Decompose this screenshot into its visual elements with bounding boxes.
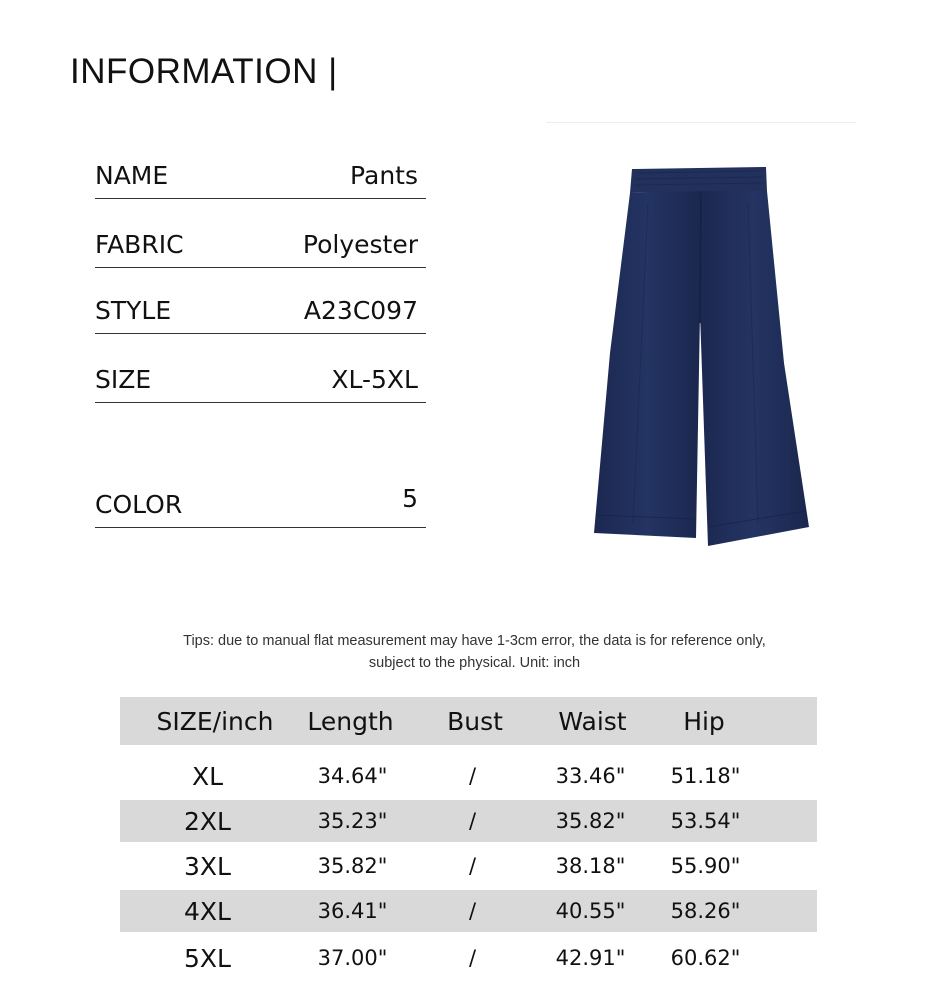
header-cell: Length (307, 706, 394, 736)
spec-label: FABRIC (95, 230, 184, 259)
length-cell: 34.64" (317, 764, 388, 788)
hip-cell: 53.54" (670, 809, 741, 833)
spec-row-style (95, 293, 426, 334)
spec-row-name (95, 158, 426, 199)
spec-row-color (95, 484, 426, 528)
spec-row-size (95, 362, 426, 403)
spec-value: XL-5XL (331, 365, 418, 394)
hip-cell: 58.26" (670, 899, 741, 923)
waist-cell: 35.82" (555, 809, 626, 833)
bust-cell: / (468, 854, 477, 878)
tips-line-2: subject to the physical. Unit: inch (368, 655, 581, 671)
size-cell: 2XL (184, 806, 231, 836)
length-cell: 36.41" (317, 899, 388, 923)
size-cell: 3XL (184, 851, 231, 881)
spec-value: A23C097 (303, 296, 418, 325)
waist-cell: 33.46" (555, 764, 626, 788)
table-row (120, 754, 817, 798)
pants-image (588, 163, 814, 553)
spec-label: SIZE (95, 365, 152, 394)
spec-value: 5 (402, 484, 418, 513)
size-cell: 4XL (184, 896, 231, 926)
spec-label: NAME (95, 161, 169, 190)
bust-cell: / (468, 809, 477, 833)
table-row (120, 800, 817, 842)
header-cell: SIZE/inch (156, 706, 274, 736)
waist-cell: 38.18" (555, 854, 626, 878)
length-cell: 37.00" (317, 946, 388, 970)
hip-cell: 60.62" (670, 946, 741, 970)
tips-line-1: Tips: due to manual flat measurement may have 1-3cm error, the data is for reference only, (183, 633, 766, 649)
spec-value: Pants (350, 161, 418, 190)
waist-cell: 42.91" (555, 946, 626, 970)
bust-cell: / (468, 899, 477, 923)
table-header-row (120, 697, 817, 745)
hip-cell: 55.90" (670, 854, 741, 878)
length-cell: 35.23" (317, 809, 388, 833)
spec-label: STYLE (95, 296, 172, 325)
header-cell: Bust (447, 706, 503, 736)
header-cell: Hip (683, 706, 725, 736)
length-cell: 35.82" (317, 854, 388, 878)
spec-row-fabric (95, 227, 426, 268)
table-row (120, 890, 817, 932)
spec-value: Polyester (302, 230, 418, 259)
bust-cell: / (468, 764, 477, 788)
hip-cell: 51.18" (670, 764, 741, 788)
size-cell: 5XL (184, 943, 231, 973)
image-divider (546, 122, 856, 123)
bust-cell: / (468, 946, 477, 970)
size-cell: XL (191, 761, 224, 791)
page-title: INFORMATION | (70, 52, 338, 91)
waist-cell: 40.55" (555, 899, 626, 923)
header-cell: Waist (558, 706, 627, 736)
spec-label: COLOR (95, 490, 183, 519)
table-row (120, 936, 817, 980)
table-row (120, 845, 817, 887)
